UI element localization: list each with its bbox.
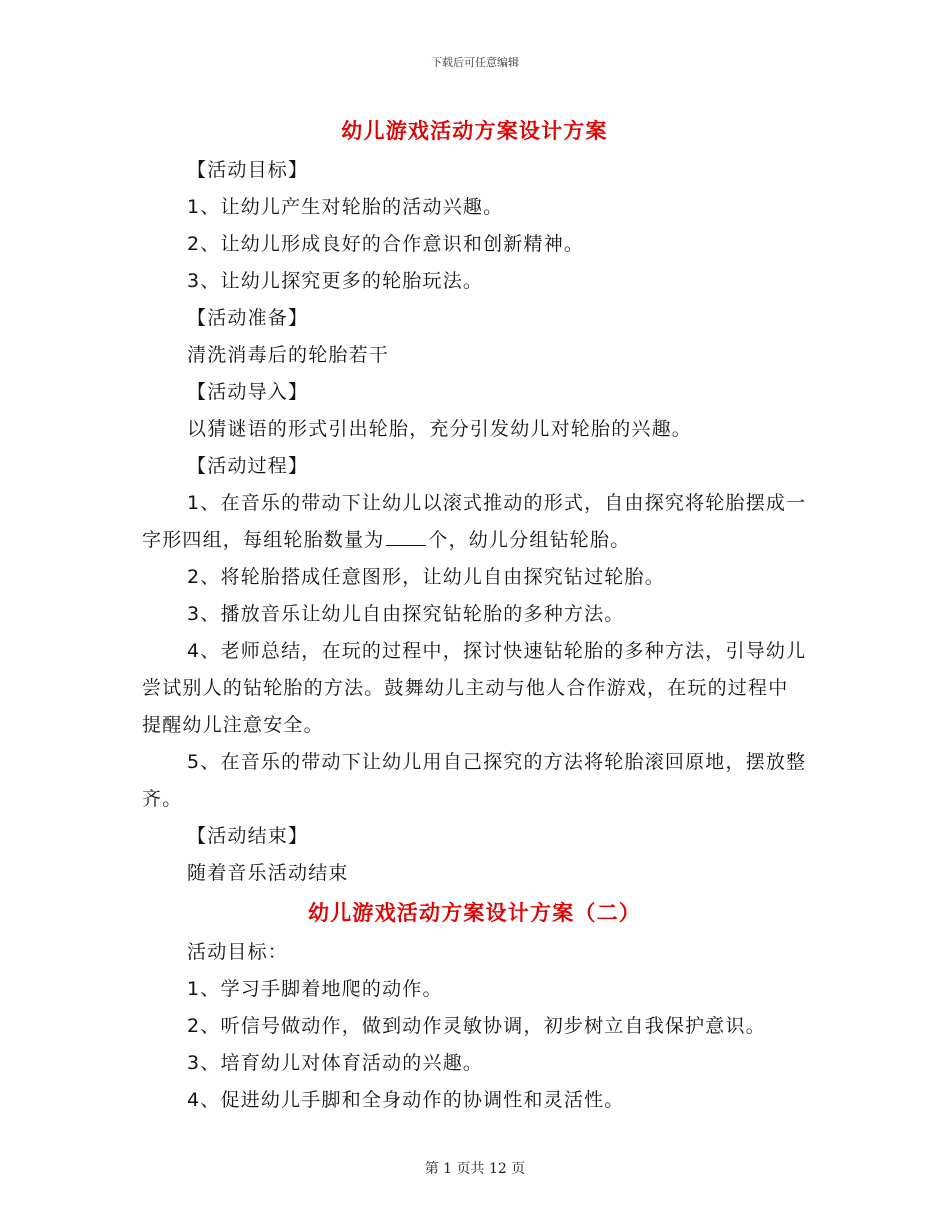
fill-in-blank — [386, 527, 426, 546]
section1-end-text: 随着音乐活动结束 — [187, 862, 349, 884]
section1-intro-text: 以猜谜语的形式引出轮胎，充分引发幼儿对轮胎的兴趣。 — [187, 418, 693, 440]
process-1-part-b: 个，幼儿分组钻轮胎。 — [428, 529, 631, 551]
section1-process-4: 4、老师总结，在玩的过程中，探讨快速钻轮胎的多种方法，引导幼儿尝试别人的钻轮胎的方法。鼓舞幼儿主动与他人合作游戏，在玩的过程中提醒幼儿注意安全。 — [142, 640, 807, 736]
document-body — [142, 110, 807, 1119]
section1-prep-text: 清洗消毒后的轮胎若干 — [187, 344, 390, 366]
section1-process-2: 2、将轮胎搭成任意图形，让幼儿自由探究钻过轮胎。 — [187, 566, 665, 588]
section1-process-3: 3、播放音乐让幼儿自由探究钻轮胎的多种方法。 — [187, 603, 625, 625]
process-1-part-a: 1、在音乐的带动下让幼儿以滚式推动的形式，自由探究将轮胎摆成一字形四组，每组轮胎数量为 — [142, 492, 807, 551]
section1-goal-1: 1、让幼儿产生对轮胎的活动兴趣。 — [187, 196, 504, 218]
section2-goal-1: 1、学习手脚着地爬的动作。 — [187, 978, 443, 1000]
section2-goal-4: 4、促进幼儿手脚和全身动作的协调性和灵活性。 — [187, 1089, 625, 1111]
section1-intro-heading: 【活动导入】 — [187, 381, 309, 403]
section1-process-5: 5、在音乐的带动下让幼儿用自己探究的方法将轮胎滚回原地，摆放整齐。 — [142, 751, 807, 810]
section2-goal-3: 3、培育幼儿对体育活动的兴趣。 — [187, 1052, 484, 1074]
section1-goal-heading: 【活动目标】 — [187, 159, 309, 181]
page-footer: 第 1 页共 12 页 — [424, 1161, 526, 1177]
section2-goal-2: 2、听信号做动作，做到动作灵敏协调，初步树立自我保护意识。 — [187, 1015, 766, 1037]
section1-process-heading: 【活动过程】 — [187, 455, 309, 477]
section1-end-heading: 【活动结束】 — [187, 825, 309, 847]
section2-goal-heading: 活动目标： — [187, 941, 289, 963]
section1-goal-2: 2、让幼儿形成良好的合作意识和创新精神。 — [187, 233, 585, 255]
section1-process-1 — [142, 485, 807, 559]
section1-title: 幼儿游戏活动方案设计方案 — [341, 118, 608, 143]
section1-goal-3: 3、让幼儿探究更多的轮胎玩法。 — [187, 270, 484, 292]
page-header: 下载后可任意编辑 — [431, 56, 519, 69]
section2-title: 幼儿游戏活动方案设计方案（二） — [308, 900, 641, 925]
section1-prep-heading: 【活动准备】 — [187, 307, 309, 329]
